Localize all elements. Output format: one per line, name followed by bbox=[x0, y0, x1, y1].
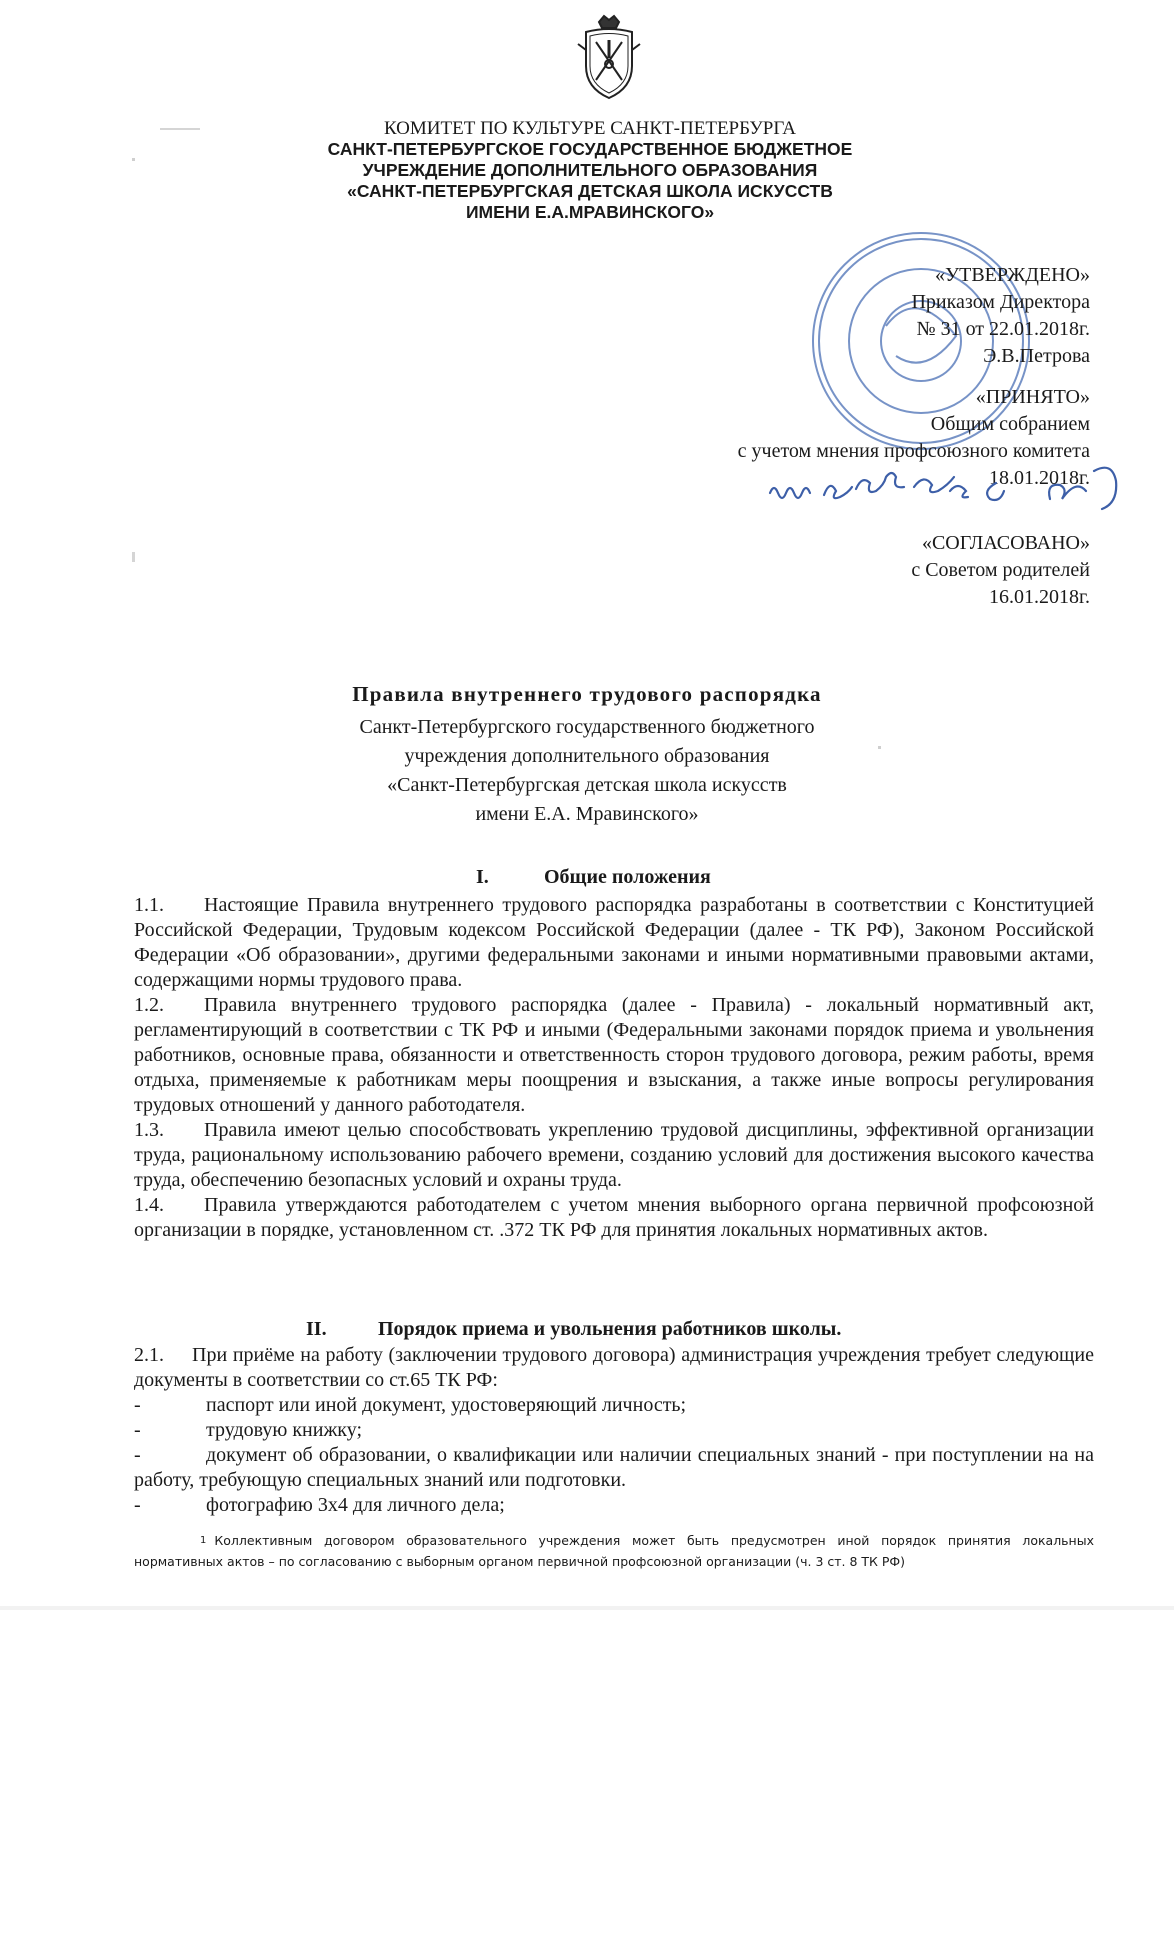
list-item: - документ об образовании, о квалификации или наличии специальных знаний - при поступлении на на работу, требующую специальных знаний или подготовки. bbox=[134, 1444, 1094, 1491]
scan-speck bbox=[132, 158, 135, 161]
organization-header bbox=[270, 118, 910, 223]
accepted-by: Общим собранием bbox=[930, 413, 1090, 435]
section-1-heading bbox=[476, 866, 711, 889]
paragraph-text: Правила утверждаются работодателем с учетом мнения выборного органа первичной профсоюзной организации в порядке, установленном ст. .372 ТК РФ для принятия локальных нормативных актов. bbox=[134, 1194, 1094, 1241]
organization-name-line-2: УЧРЕЖДЕНИЕ ДОПОЛНИТЕЛЬНОГО ОБРАЗОВАНИЯ bbox=[362, 160, 818, 180]
committee-name: КОМИТЕТ ПО КУЛЬТУРЕ САНКТ-ПЕТЕРБУРГА bbox=[383, 118, 797, 139]
paragraph-text: При приёме на работу (заключении трудового договора) администрация учреждения требует следующие документы в соответствии со ст.65 ТК РФ: bbox=[134, 1344, 1094, 1391]
approved-label: «УТВЕРЖДЕНО» bbox=[934, 264, 1090, 286]
scan-speck bbox=[132, 552, 135, 562]
accepted-date: 18.01.2018г. bbox=[989, 467, 1090, 489]
paragraph-1-2 bbox=[134, 993, 1094, 1118]
paragraph-number: 1.1. bbox=[134, 894, 164, 916]
section-1-number: I. bbox=[476, 866, 489, 888]
section-2-title: Порядок приема и увольнения работников школы. bbox=[378, 1318, 842, 1340]
organization-name-line-1: САНКТ-ПЕТЕРБУРГСКОЕ ГОСУДАРСТВЕННОЕ БЮДЖЕТНОЕ bbox=[327, 139, 853, 159]
organization-name-line-3: «САНКТ-ПЕТЕРБУРГСКАЯ ДЕТСКАЯ ШКОЛА ИСКУССТВ bbox=[347, 181, 833, 201]
organization-name-line-4: ИМЕНИ Е.А.МРАВИНСКОГО» bbox=[465, 202, 715, 222]
list-item: - фотографию 3х4 для личного дела; bbox=[134, 1494, 505, 1516]
section-2-heading bbox=[306, 1318, 841, 1341]
section-2-number: II. bbox=[306, 1318, 327, 1340]
agreed-label: «СОГЛАСОВАНО» bbox=[921, 532, 1090, 554]
paragraph-number: 1.4. bbox=[134, 1194, 164, 1216]
subtitle-line-4: имени Е.А. Мравинского» bbox=[475, 803, 699, 825]
approval-block bbox=[738, 262, 1090, 611]
footnote-text: Коллективным договором образовательного учреждения может быть предусмотрен иной порядок принятия локальных нормативных актов – по согласованию с выборным органом первичной профсоюзной организации (ч. 3 ст. 8 ТК РФ) bbox=[134, 1533, 1094, 1569]
subtitle-line-1: Санкт-Петербургского государственного бюджетного bbox=[359, 716, 815, 738]
scan-edge bbox=[0, 1606, 1174, 1610]
agreed-with: с Советом родителей bbox=[911, 559, 1090, 581]
paragraph-1-1 bbox=[134, 893, 1094, 993]
section-1-title: Общие положения bbox=[544, 866, 711, 888]
footnote bbox=[134, 1530, 1094, 1572]
scan-speck bbox=[878, 746, 881, 749]
paragraph-1-3 bbox=[134, 1118, 1094, 1193]
paragraph-number: 1.3. bbox=[134, 1119, 164, 1141]
handwritten-signature bbox=[764, 455, 1164, 525]
list-item: - трудовую книжку; bbox=[134, 1419, 363, 1441]
coat-of-arms-icon bbox=[574, 14, 644, 100]
paragraph-1-4 bbox=[134, 1193, 1094, 1243]
subtitle-line-3: «Санкт-Петербургская детская школа искусств bbox=[387, 774, 787, 796]
section-2-body bbox=[134, 1343, 1094, 1518]
scan-speck bbox=[160, 128, 200, 130]
paragraph-2-1 bbox=[134, 1343, 1094, 1393]
paragraph-text: Настоящие Правила внутреннего трудового распорядка разработаны в соответствии с Конституцией Российской Федерации, Трудовым кодексом Российской Федерации (далее - ТК РФ), Законом Российской Федерации «Об образовании», другими федеральными законами и иными нормативными правовыми актами, содержащими нормы трудового права. bbox=[134, 894, 1094, 991]
accepted-label: «ПРИНЯТО» bbox=[975, 386, 1090, 408]
approved-order: № 31 от 22.01.2018г. bbox=[916, 318, 1090, 340]
subtitle-line-2: учреждения дополнительного образования bbox=[404, 745, 770, 767]
accepted-note: с учетом мнения профсоюзного комитета bbox=[737, 440, 1090, 462]
agreed-date: 16.01.2018г. bbox=[989, 586, 1090, 608]
paragraph-number: 1.2. bbox=[134, 994, 164, 1016]
paragraph-number: 2.1. bbox=[134, 1344, 164, 1366]
document-title: Правила внутреннего трудового распорядка bbox=[352, 682, 822, 706]
paragraph-text: Правила внутреннего трудового распорядка (далее - Правила) - локальный нормативный акт, регламентирующий в соответствии с ТК РФ и иными (Федеральными законами порядок приема и увольнения работников, основные права, обязанности и ответственность сторон трудового договора, режим работы, время отдыха, применяемые к работникам меры поощрения и взыскания, а также иные вопросы регулирования трудовых отношений у данного работодателя. bbox=[134, 994, 1094, 1116]
paragraph-text: Правила имеют целью способствовать укреплению трудовой дисциплины, эффективной организации труда, рациональному использованию рабочего времени, созданию условий для достижения высокого качества труда, обеспечению безопасных условий и охраны труда. bbox=[134, 1119, 1094, 1191]
document-subtitle bbox=[0, 713, 1174, 829]
approved-signer: Э.В.Петрова bbox=[983, 345, 1090, 367]
footnote-mark: 1 bbox=[200, 1535, 207, 1546]
approved-by: Приказом Директора bbox=[911, 291, 1090, 313]
list-item: - паспорт или иной документ, удостоверяющий личность; bbox=[134, 1394, 687, 1416]
section-1-body bbox=[134, 893, 1094, 1243]
